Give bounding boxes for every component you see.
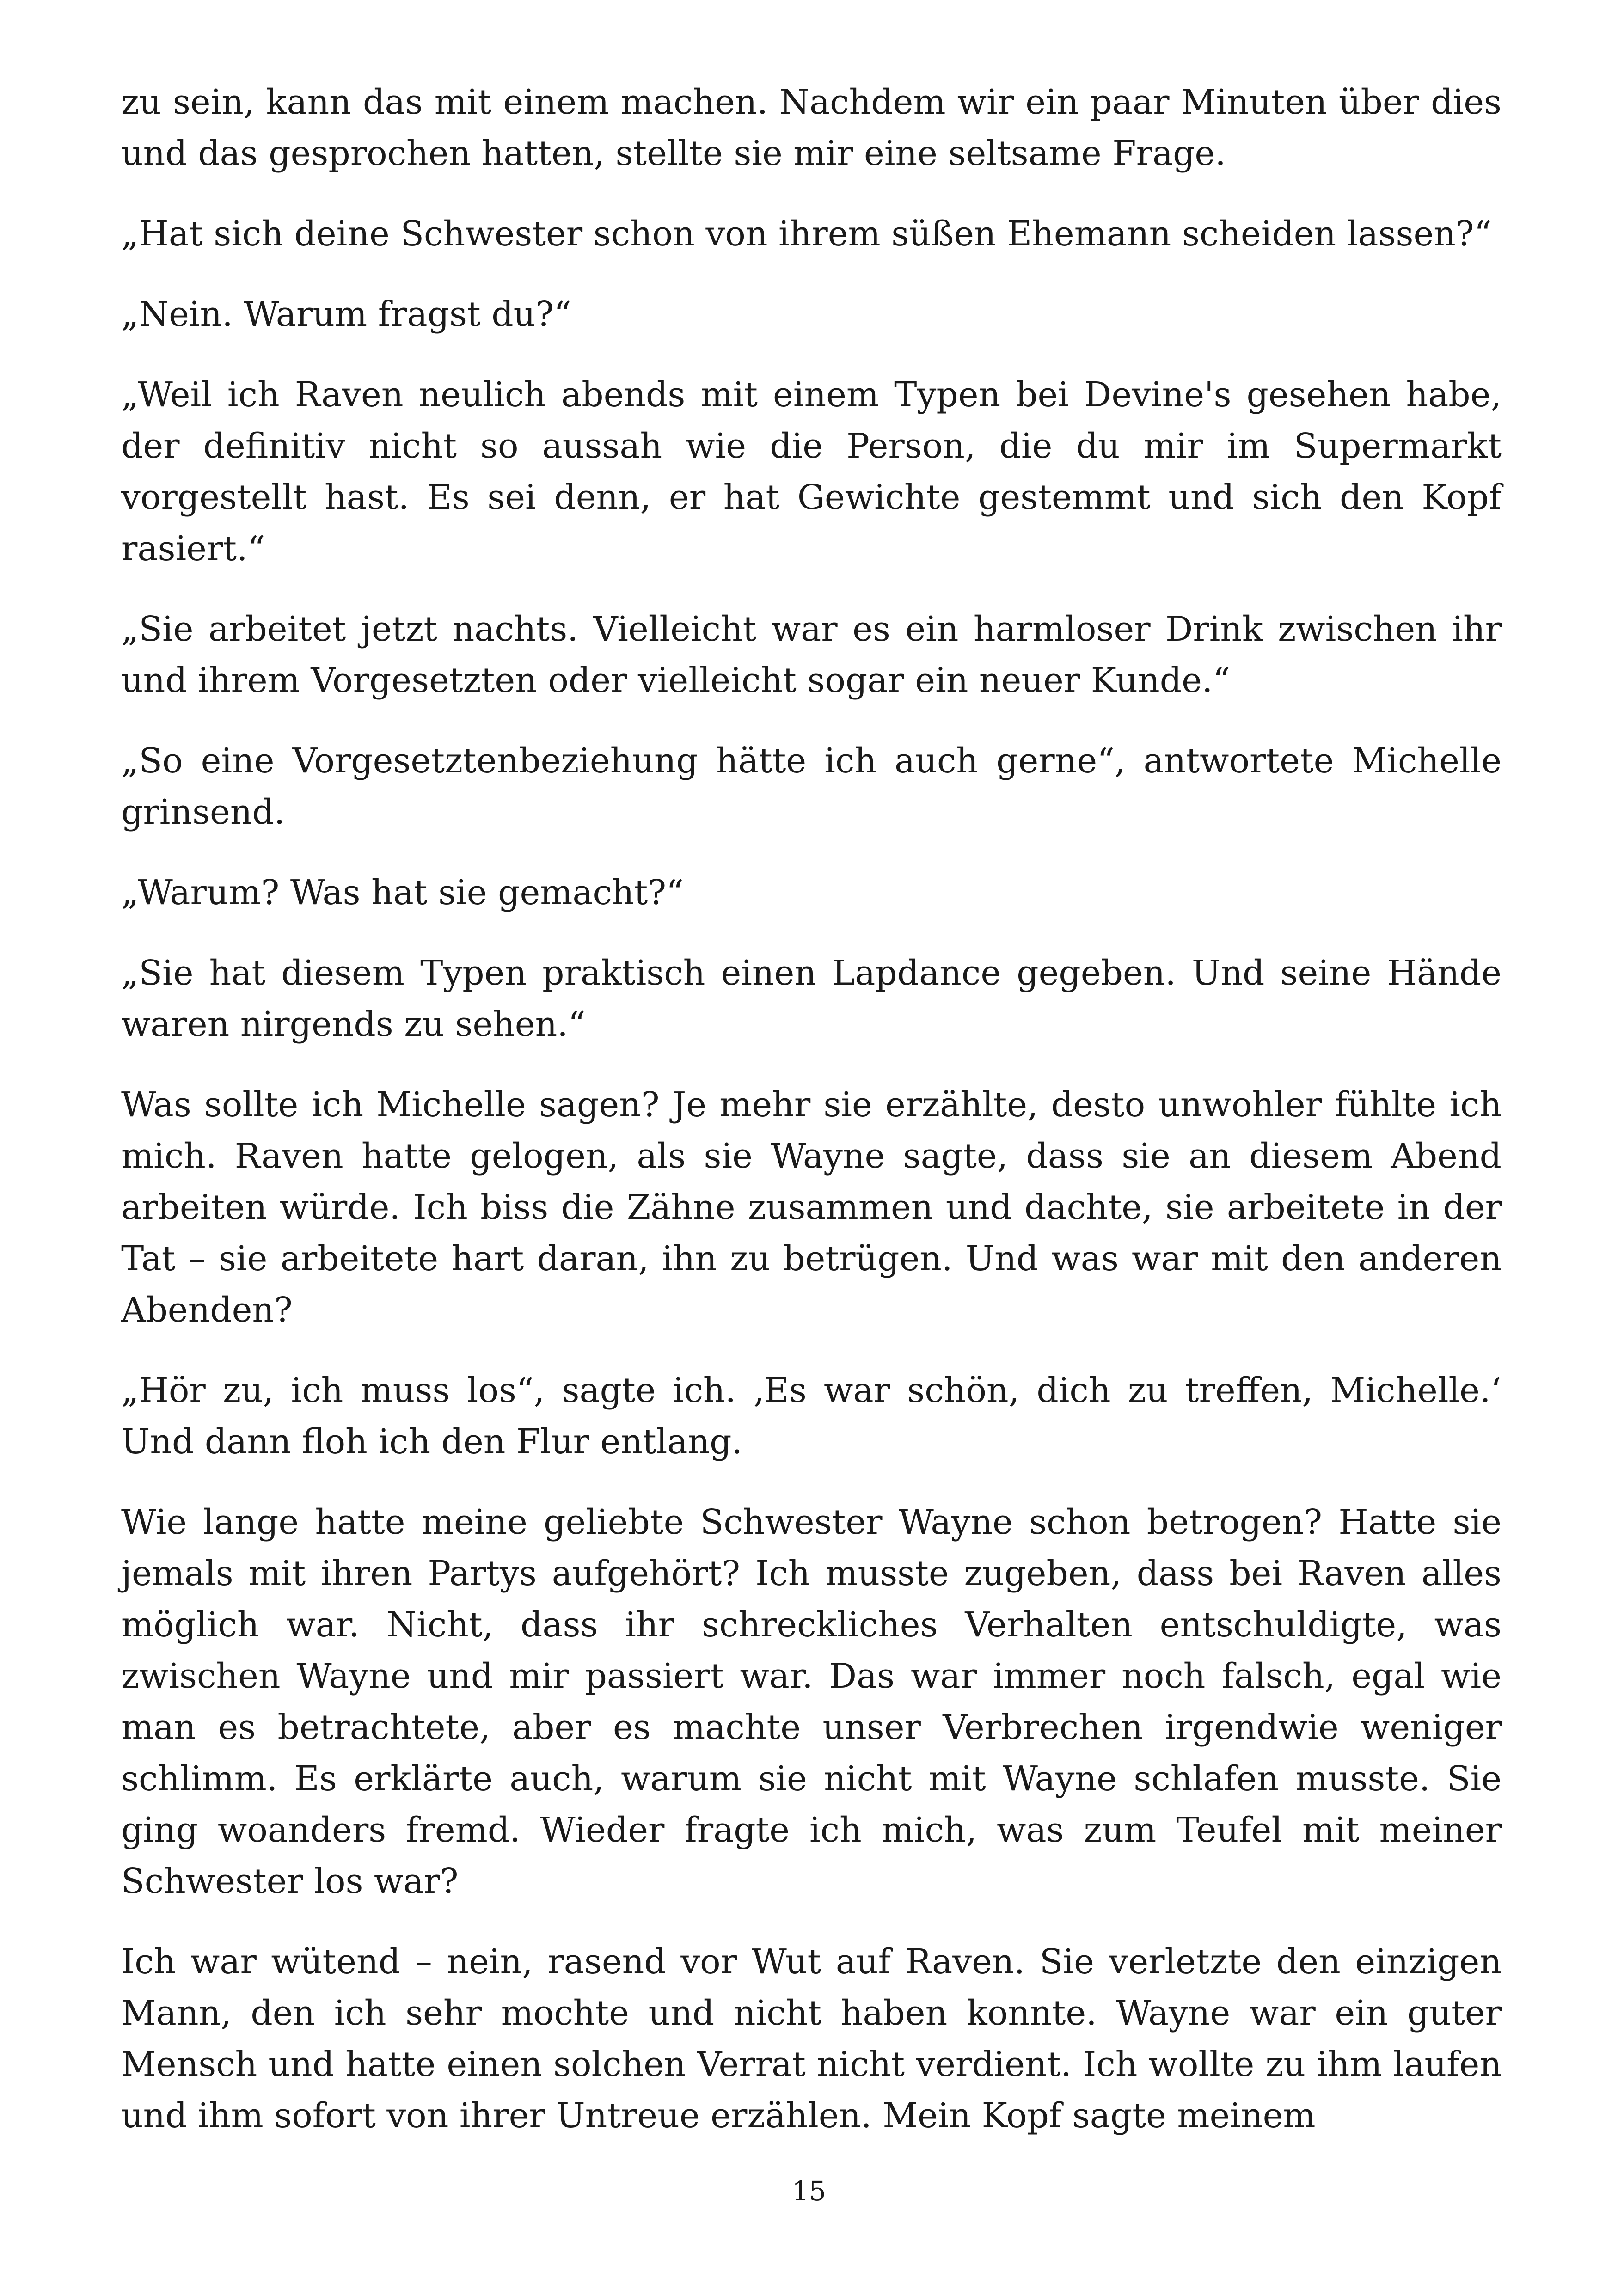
paragraph-9: Was sollte ich Michelle sagen? Je mehr sie erzählte, desto unwohler fühlte ich mich. Raven hatte gelogen, als sie Wayne sagte, dass sie an diesem Abend arbeiten würde. Ich biss die Zähne zusammen und dachte, sie arbeitete in der Tat – sie arbeitete hart daran, ihn zu betrügen. Und was war mit den anderen Abenden? — [121, 1085, 1502, 1330]
paragraph-4: „Weil ich Raven neulich abends mit einem Typen bei Devine's gesehen habe, der definitiv nicht so aussah wie die Person, die du mir im Supermarkt vorgestellt hast. Es sei denn, er hat Gewichte gestemmt und sich den Kopf rasiert.“ — [121, 375, 1502, 569]
paragraph-7: „Warum? Was hat sie gemacht?“ — [121, 873, 684, 912]
paragraph-12: Ich war wütend – nein, rasend vor Wut auf Raven. Sie verletzte den einzigen Mann, den ich sehr mochte und nicht haben konnte. Wayne war ein guter Mensch und hatte einen solchen Verrat nicht verdient. Ich wollte zu ihm laufen und ihm sofort von ihrer Untreue erzählen. Mein Kopf sagte meinem — [121, 1942, 1502, 2136]
paragraph-6: „So eine Vorgesetztenbeziehung hätte ich auch gerne“, antwortete Michelle grinsend. — [121, 741, 1502, 832]
paragraph-5: „Sie arbeitet jetzt nachts. Vielleicht war es ein harmloser Drink zwischen ihr und ihrem Vorgesetzten oder vielleicht sogar ein neuer Kunde.“ — [121, 609, 1502, 700]
paragraph-10: „Hör zu, ich muss los“, sagte ich. ‚Es war schön, dich zu treffen, Michelle.‘ Und dann floh ich den Flur entlang. — [121, 1371, 1502, 1462]
paragraph-1: zu sein, kann das mit einem machen. Nachdem wir ein paar Minuten über dies und das gesprochen hatten, stellte sie mir eine seltsame Frage. — [121, 82, 1502, 173]
body-text — [121, 77, 1502, 2171]
paragraph-3: „Nein. Warum fragst du?“ — [121, 294, 571, 334]
paragraph-8: „Sie hat diesem Typen praktisch einen Lapdance gegeben. Und seine Hände waren nirgends zu sehen.“ — [121, 953, 1502, 1044]
paragraph-2: „Hat sich deine Schwester schon von ihrem süßen Ehemann scheiden lassen?“ — [121, 214, 1492, 254]
paragraph-11: Wie lange hatte meine geliebte Schwester Wayne schon betrogen? Hatte sie jemals mit ihren Partys aufgehört? Ich musste zugeben, dass bei Raven alles möglich war. Nicht, dass ihr schreckliches Verhalten entschuldigte, was zwischen Wayne und mir passiert war. Das war immer noch falsch, egal wie man es betrachtete, aber es machte unser Verbrechen irgendwie weniger schlimm. Es erklärte auch, warum sie nicht mit Wayne schlafen musste. Sie ging woanders fremd. Wieder fragte ich mich, was zum Teufel mit meiner Schwester los war? — [121, 1502, 1502, 1901]
page-number: 15 — [792, 2175, 826, 2207]
